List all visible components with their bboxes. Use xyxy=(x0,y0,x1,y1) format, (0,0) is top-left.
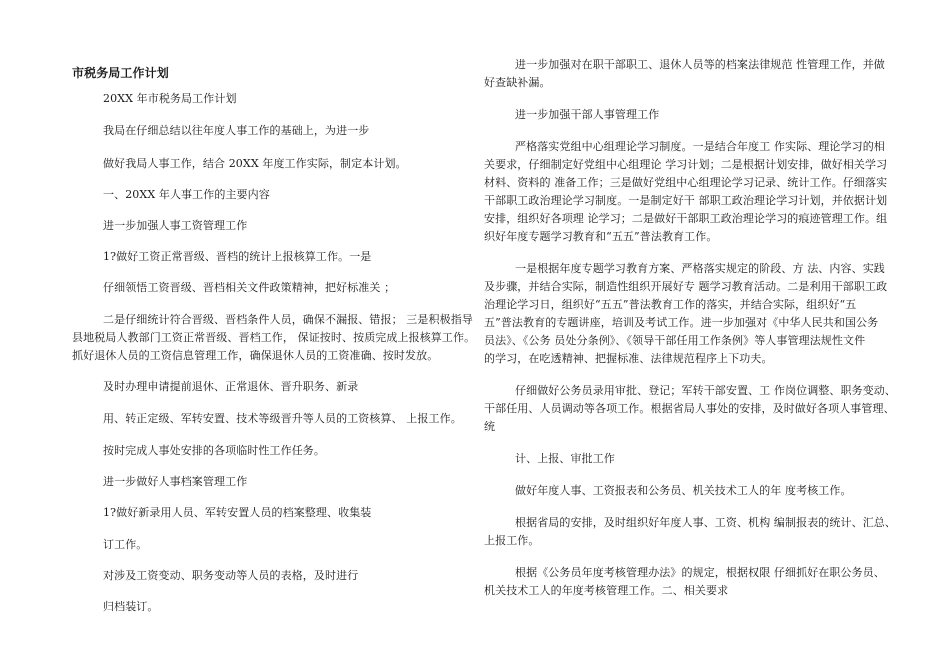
document-title: 市税务局工作计划 xyxy=(72,66,169,80)
text-line: 治理论学习日，组织好“五五”普法教育工作的落实，并结合实际，组织好“五 xyxy=(484,298,857,311)
text-line: 20XX 年市税务局工作计划 xyxy=(103,92,237,105)
text-line: 好查缺补漏。 xyxy=(484,76,551,89)
text-line: 按时完成人事处安排的各项临时性工作任务。 xyxy=(103,444,325,457)
text-line: 统 xyxy=(484,420,496,433)
text-line: 进一步加强对在职干部职工、退休人员等的档案法律规范 性管理工作，并做 xyxy=(515,58,885,71)
text-line: 仔细领悟工资晋级、晋档相关文件政策精神，把好标准关 ； xyxy=(103,281,396,294)
text-line: 做好我局人事工作，结合 20XX 年度工作实际，制定本计划。 xyxy=(103,157,407,170)
text-line: 及时办理申请提前退休、正常退休、晋升职务、新录 xyxy=(103,380,359,393)
text-line: 干部任用、人员调动等各项工作。根据省局人事处的安排，及时做好各项人事管理、 xyxy=(484,402,895,415)
text-line: 的学习，在吃透精神、把握标准、法律规范程序上下功夫。 xyxy=(484,352,773,365)
subsection-heading: 进一步加强干部人事管理工作 xyxy=(515,108,660,121)
text-line: 对涉及工资变动、职务变动等人员的表格，及时进行 xyxy=(103,569,359,582)
text-line: 织好年度专题学习教育和“五五”普法教育工作。 xyxy=(484,230,718,243)
text-line: 二是仔细统计符合晋级、晋档条件人员，确保不漏报、错报； 三是积极指导 xyxy=(103,313,473,326)
text-line: 干部职工政治理论学习制度。一是制定好干 部职工政治理论学习计划，并依据计划 xyxy=(484,194,888,207)
subsection-heading: 进一步做好人事档案管理工作 xyxy=(103,475,248,488)
text-line: 订工作。 xyxy=(103,538,148,551)
text-line: 安排，组织好各项理 论学习；二是做好干部职工政治理论学习的痕迹管理工作。组 xyxy=(484,212,888,225)
text-line: 县地税局人教部门工资正常晋级、晋档工作， 保证按时、按质完成上报核算工作。 xyxy=(72,331,476,344)
text-line: 我局在仔细总结以往年度人事工作的基础上，为进一步 xyxy=(103,124,370,137)
text-line: 1?做好新录用人员、军转安置人员的档案整理、收集装 xyxy=(103,506,372,519)
text-line: 五”普法教育的专题讲座，培训及考试工作。进一步加强对《中华人民共和国公务 xyxy=(484,316,879,329)
text-line: 仔细做好公务员录用审批、登记；军转干部安置、工 作岗位调整、职务变动、 xyxy=(515,384,896,397)
text-line: 员法》、《公务 员处分条例》、《领导干部任用工作条例》等人事管理法规性文件 xyxy=(484,334,866,347)
text-line: 归档装订。 xyxy=(103,600,159,613)
text-line: 一是根据年度专题学习教育方案、严格落实规定的阶段、方 法、内容、实践 xyxy=(515,262,885,275)
text-line: 严格落实党组中心组理论学习制度。一是结合年度工 作实际、理论学习的相 xyxy=(515,140,885,153)
text-line: 1?做好工资正常晋级、晋档的统计上报核算工作。一是 xyxy=(103,250,372,263)
subsection-heading: 进一步加强人事工资管理工作 xyxy=(103,219,248,232)
text-line: 上报工作。 xyxy=(484,534,540,547)
text-line: 材料、资料的 准备工作；三是做好党组中心组理论学习记录、统计工作。仔细落实 xyxy=(484,176,888,189)
section-heading: 一、20XX 年人事工作的主要内容 xyxy=(103,188,270,201)
text-line: 根据省局的安排，及时组织好年度人事、工资、机构 编制报表的统计、汇总、 xyxy=(515,516,896,529)
text-line: 用、转正定级、军转安置、技术等级晋升等人员的工资核算、 上报工作。 xyxy=(103,412,462,425)
text-line: 根据《公务员年度考核管理办法》的规定，根据权限 仔细抓好在职公务员、 xyxy=(515,566,885,579)
text-line: 及步骤，并结合实际，制造性组织开展好专 题学习教育活动。二是利用干部职工政 xyxy=(484,280,888,293)
text-line: 机关技术工人的年度考核管理工作。二、相关要求 xyxy=(484,584,729,597)
text-line: 关要求，仔细制定好党组中心组理论 学习计划；二是根据计划安排，做好相关学习 xyxy=(484,158,888,171)
text-line: 抓好退休人员的工资信息管理工作，确保退休人员的工资准确、按时发放。 xyxy=(72,349,439,362)
text-line: 做好年度人事、工资报表和公务员、机关技术工人的年 度考核工作。 xyxy=(515,484,852,497)
text-line: 计、上报、审批工作 xyxy=(515,452,615,465)
